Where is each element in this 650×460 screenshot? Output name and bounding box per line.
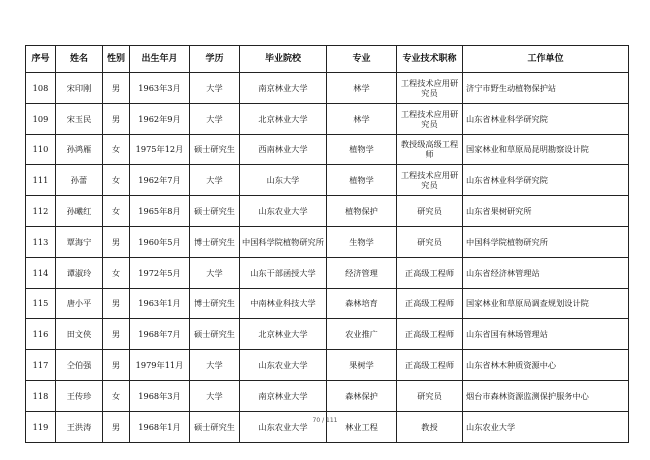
cell-gender: 男 — [103, 350, 130, 381]
header-education: 学历 — [190, 46, 240, 73]
header-name: 姓名 — [56, 46, 103, 73]
cell-title: 工程技术应用研究员 — [397, 103, 463, 134]
cell-gender: 男 — [103, 226, 130, 257]
header-birth: 出生年月 — [130, 46, 190, 73]
cell-employer: 山东省经济林管理站 — [463, 257, 629, 288]
table-row — [26, 134, 629, 165]
cell-birth: 1979年11月 — [130, 350, 190, 381]
cell-education: 硕士研究生 — [190, 319, 240, 350]
cell-major: 森林保护 — [327, 380, 397, 411]
cell-major: 果树学 — [327, 350, 397, 381]
cell-gender: 男 — [103, 411, 130, 442]
cell-title: 教授 — [397, 411, 463, 442]
cell-major: 生物学 — [327, 226, 397, 257]
cell-school: 山东农业大学 — [240, 350, 327, 381]
table-row — [26, 226, 629, 257]
cell-index: 110 — [26, 134, 56, 165]
cell-education: 博士研究生 — [190, 288, 240, 319]
cell-employer: 山东省林木种质资源中心 — [463, 350, 629, 381]
cell-gender: 女 — [103, 257, 130, 288]
cell-major: 经济管理 — [327, 257, 397, 288]
cell-index: 116 — [26, 319, 56, 350]
cell-education: 博士研究生 — [190, 226, 240, 257]
cell-name: 谭淑玲 — [56, 257, 103, 288]
cell-gender: 女 — [103, 165, 130, 196]
cell-index: 115 — [26, 288, 56, 319]
cell-name: 宋印刚 — [56, 73, 103, 104]
cell-title: 研究员 — [397, 380, 463, 411]
cell-school: 南京林业大学 — [240, 73, 327, 104]
cell-education: 硕士研究生 — [190, 411, 240, 442]
header-index: 序号 — [26, 46, 56, 73]
cell-major: 森林培育 — [327, 288, 397, 319]
cell-title: 正高级工程师 — [397, 257, 463, 288]
personnel-table — [25, 45, 629, 443]
cell-school: 山东大学 — [240, 165, 327, 196]
cell-index: 119 — [26, 411, 56, 442]
cell-employer: 山东农业大学 — [463, 411, 629, 442]
table-row — [26, 288, 629, 319]
cell-major: 林学 — [327, 73, 397, 104]
cell-index: 108 — [26, 73, 56, 104]
cell-employer: 山东省国有林场管理站 — [463, 319, 629, 350]
cell-index: 112 — [26, 196, 56, 227]
cell-employer: 山东省林业科学研究院 — [463, 165, 629, 196]
cell-education: 硕士研究生 — [190, 196, 240, 227]
header-major: 专业 — [327, 46, 397, 73]
cell-major: 植物保护 — [327, 196, 397, 227]
table-header-row — [26, 46, 629, 73]
header-title: 专业技术职称 — [397, 46, 463, 73]
cell-birth: 1968年1月 — [130, 411, 190, 442]
page-number: 70 / 111 — [312, 417, 338, 424]
cell-name: 宋玉民 — [56, 103, 103, 134]
cell-school: 中南林业科技大学 — [240, 288, 327, 319]
cell-school: 中国科学院植物研究所 — [240, 226, 327, 257]
cell-index: 118 — [26, 380, 56, 411]
cell-name: 孙蕾 — [56, 165, 103, 196]
table-row — [26, 257, 629, 288]
cell-name: 唐小平 — [56, 288, 103, 319]
cell-employer: 山东省林业科学研究院 — [463, 103, 629, 134]
cell-education: 大学 — [190, 257, 240, 288]
cell-gender: 男 — [103, 73, 130, 104]
cell-major: 植物学 — [327, 165, 397, 196]
cell-employer: 中国科学院植物研究所 — [463, 226, 629, 257]
cell-school: 北京林业大学 — [240, 319, 327, 350]
cell-education: 硕士研究生 — [190, 134, 240, 165]
cell-gender: 女 — [103, 196, 130, 227]
table-row — [26, 196, 629, 227]
cell-name: 王洪涛 — [56, 411, 103, 442]
header-school: 毕业院校 — [240, 46, 327, 73]
cell-education: 大学 — [190, 73, 240, 104]
cell-birth: 1962年7月 — [130, 165, 190, 196]
cell-birth: 1972年5月 — [130, 257, 190, 288]
cell-name: 田文侠 — [56, 319, 103, 350]
cell-birth: 1963年1月 — [130, 288, 190, 319]
cell-employer: 济宁市野生动植物保护站 — [463, 73, 629, 104]
cell-index: 117 — [26, 350, 56, 381]
cell-school: 西南林业大学 — [240, 134, 327, 165]
table-row — [26, 103, 629, 134]
table-row — [26, 350, 629, 381]
cell-school: 北京林业大学 — [240, 103, 327, 134]
cell-school: 山东干部函授大学 — [240, 257, 327, 288]
cell-employer: 国家林业和草原局昆明勘察设计院 — [463, 134, 629, 165]
cell-index: 114 — [26, 257, 56, 288]
cell-gender: 男 — [103, 103, 130, 134]
cell-name: 孙曦红 — [56, 196, 103, 227]
cell-employer: 山东省果树研究所 — [463, 196, 629, 227]
cell-index: 111 — [26, 165, 56, 196]
cell-title: 研究员 — [397, 196, 463, 227]
cell-index: 113 — [26, 226, 56, 257]
table-row — [26, 73, 629, 104]
cell-major: 林学 — [327, 103, 397, 134]
cell-title: 正高级工程师 — [397, 350, 463, 381]
cell-birth: 1962年9月 — [130, 103, 190, 134]
cell-birth: 1968年3月 — [130, 380, 190, 411]
cell-title: 工程技术应用研究员 — [397, 73, 463, 104]
cell-birth: 1975年12月 — [130, 134, 190, 165]
cell-index: 109 — [26, 103, 56, 134]
cell-birth: 1960年5月 — [130, 226, 190, 257]
cell-birth: 1965年8月 — [130, 196, 190, 227]
cell-title: 研究员 — [397, 226, 463, 257]
cell-title: 教授级高级工程师 — [397, 134, 463, 165]
cell-gender: 男 — [103, 288, 130, 319]
cell-major: 林业工程 — [327, 411, 397, 442]
cell-name: 仝伯强 — [56, 350, 103, 381]
cell-birth: 1963年3月 — [130, 73, 190, 104]
header-employer: 工作单位 — [463, 46, 629, 73]
cell-gender: 男 — [103, 319, 130, 350]
cell-major: 植物学 — [327, 134, 397, 165]
cell-title: 正高级工程师 — [397, 288, 463, 319]
cell-gender: 女 — [103, 380, 130, 411]
header-gender: 性别 — [103, 46, 130, 73]
cell-gender: 女 — [103, 134, 130, 165]
cell-school: 山东农业大学 — [240, 196, 327, 227]
cell-title: 正高级工程师 — [397, 319, 463, 350]
cell-employer: 国家林业和草原局调查规划设计院 — [463, 288, 629, 319]
cell-name: 王传珍 — [56, 380, 103, 411]
cell-major: 农业推广 — [327, 319, 397, 350]
table-row — [26, 165, 629, 196]
cell-education: 大学 — [190, 165, 240, 196]
cell-school: 山东农业大学 — [240, 411, 327, 442]
cell-title: 工程技术应用研究员 — [397, 165, 463, 196]
cell-education: 大学 — [190, 350, 240, 381]
cell-birth: 1968年7月 — [130, 319, 190, 350]
cell-name: 覃海宁 — [56, 226, 103, 257]
table-row — [26, 380, 629, 411]
table-row — [26, 319, 629, 350]
cell-education: 大学 — [190, 103, 240, 134]
cell-employer: 烟台市森林资源监测保护服务中心 — [463, 380, 629, 411]
cell-school: 南京林业大学 — [240, 380, 327, 411]
cell-name: 孙鸿雁 — [56, 134, 103, 165]
cell-education: 大学 — [190, 380, 240, 411]
table-row — [26, 411, 629, 442]
